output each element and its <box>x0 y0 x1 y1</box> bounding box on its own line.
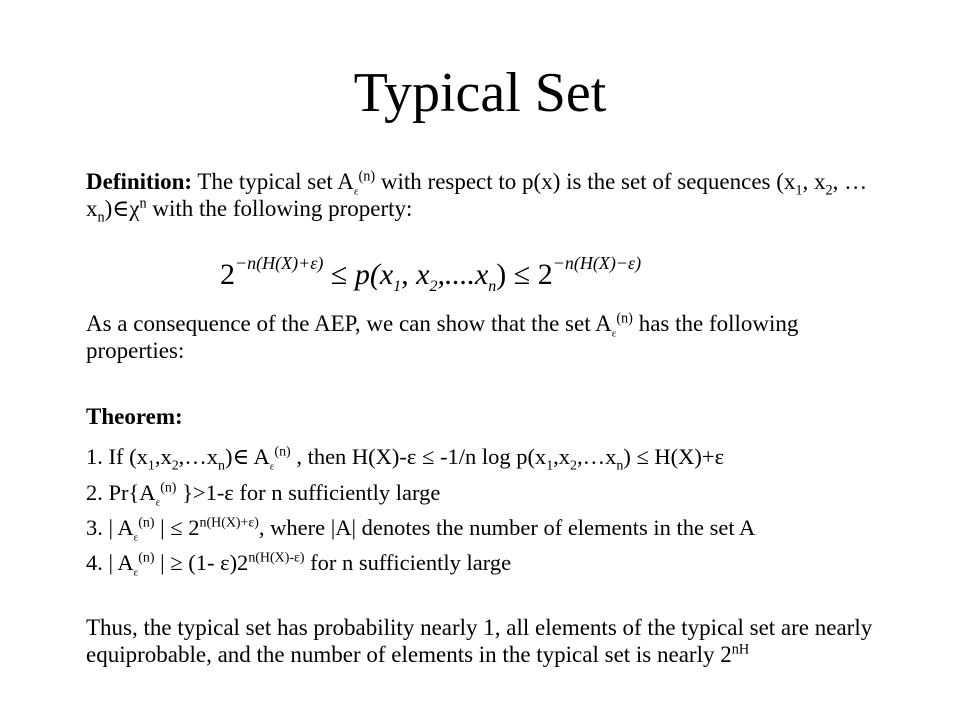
n-sup: (n) <box>160 480 177 496</box>
consequence-text: As a consequence of the AEP, we can show that the set A <box>86 311 612 336</box>
formula-x: , x <box>401 258 430 291</box>
definition-paragraph <box>86 168 896 226</box>
definition-text: The typical set A <box>192 169 354 194</box>
formula-exponent-left: −n(H(X)+ε) <box>235 253 324 273</box>
sub-1: 1 <box>546 458 554 474</box>
formula-sub-2: 2 <box>429 278 438 295</box>
theorem-label: Theorem: <box>86 404 183 429</box>
formula-base-right: 2 <box>537 258 553 291</box>
sub-1: 1 <box>795 182 803 199</box>
exponent-sup: n(H(X)+ε) <box>199 515 259 531</box>
item-text: ,…x <box>178 444 219 469</box>
typical-set-formula <box>220 255 740 305</box>
epsilon-sub: ε <box>353 185 359 198</box>
slide-title: Typical Set <box>353 62 607 124</box>
formula-exponent-right: −n(H(X)−ε) <box>552 253 642 273</box>
chi-sup: n <box>139 195 147 212</box>
item-text: )∈ A <box>225 444 270 469</box>
consequence-text: has the following properties: <box>86 311 799 363</box>
item-text: }>1-ε for n sufficiently large <box>176 480 441 505</box>
item-text: 4. | A <box>86 550 134 575</box>
epsilon-sub: ε <box>269 460 275 473</box>
item-text: , where |A| denotes the number of elements in the set A <box>258 515 756 540</box>
definition-label: Definition: <box>86 169 193 194</box>
definition-text: with the following property: <box>146 196 413 221</box>
item-text: ,…x <box>577 444 617 469</box>
definition-text: with respect to p(x) is the set of sequences (x <box>375 169 796 194</box>
nH-sup: nH <box>731 641 750 658</box>
exponent-sup: n(H(X)-ε) <box>248 550 305 566</box>
epsilon-sub: ε <box>133 566 139 579</box>
n-sup: (n) <box>138 550 155 566</box>
formula-sub-n: n <box>488 278 497 295</box>
formula-base-left: 2 <box>220 258 235 291</box>
item-text: ,x <box>553 444 571 469</box>
n-sup: (n) <box>274 444 291 460</box>
epsilon-sub: ε <box>611 327 617 340</box>
item-text: ,x <box>154 444 172 469</box>
sub-n: n <box>218 458 226 474</box>
item-text: | ≥ (1- ε)2 <box>154 550 249 575</box>
definition-text: )∈χ <box>104 196 140 221</box>
consequence-paragraph <box>86 310 896 364</box>
item-text: for n sufficiently large <box>304 550 512 575</box>
item-text: , then H(X)-ε ≤ -1/n log p(x <box>290 444 547 469</box>
item-text: 3. | A <box>86 515 134 540</box>
definition-text: , x <box>802 169 826 194</box>
epsilon-sub: ε <box>133 531 139 544</box>
sub-n: n <box>616 458 624 474</box>
theorem-item-4 <box>86 549 906 579</box>
theorem-item-2 <box>86 479 906 509</box>
conclusion-text: Thus, the typical set has probability nearly 1, all elements of the typical set are nearly equiprobable, and the number of elements in the typical set is nearly 2 <box>86 615 873 667</box>
formula-p: p(x <box>354 258 394 291</box>
conclusion-paragraph <box>86 614 906 668</box>
n-sup: (n) <box>616 310 633 327</box>
formula-leq: ≤ <box>323 258 355 291</box>
item-text: | ≤ 2 <box>154 515 200 540</box>
formula-leq: ) ≤ <box>496 258 538 291</box>
sub-2: 2 <box>171 458 179 474</box>
theorem-item-3 <box>86 514 906 544</box>
sub-2: 2 <box>570 458 577 474</box>
formula-x: ,....x <box>437 258 489 291</box>
sub-2: 2 <box>825 182 833 199</box>
item-text: ) ≤ H(X)+ε <box>623 444 725 469</box>
theorem-item-1 <box>86 443 906 474</box>
item-text: 2. Pr{A <box>86 480 156 505</box>
item-text: 1. If (x <box>86 444 148 469</box>
n-sup: (n) <box>138 515 155 531</box>
sub-1: 1 <box>147 458 155 474</box>
sub-n: n <box>97 209 105 226</box>
epsilon-sub: ε <box>155 496 161 509</box>
definition-text: , …x <box>86 169 868 221</box>
n-sup: (n) <box>358 168 376 185</box>
formula-sub-1: 1 <box>393 278 402 295</box>
